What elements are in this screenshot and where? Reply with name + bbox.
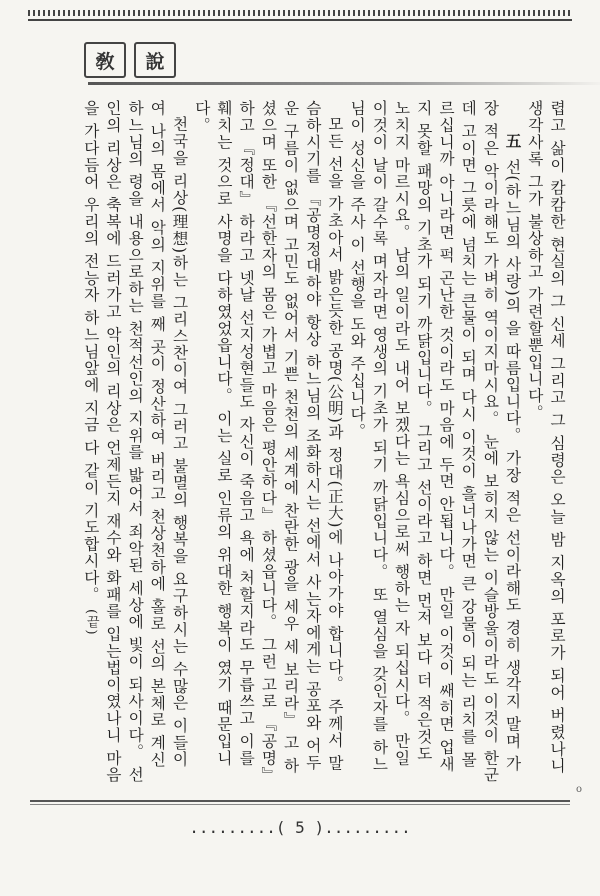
end-mark: (끝) <box>83 609 99 636</box>
header-underline <box>88 82 600 85</box>
paragraph-2 <box>346 100 524 784</box>
paragraph-4-text: 천국을 리상(理想)하는 그리스찬이여 그러고 불멸의 행복을 요구하시는 수많은 이들이여 나의 몸에서 악의 지위를 째 곳이 정산하여 버리고 천상천하에 홀로 선의 본체로 계신 하느님의 령을 내용으로하는 천적선인의 지위를 밟어서 죄악된 세상에 빛이 되사이다。 선인의 리상은 축복에 드러가고 악인의 리상은 언제든지 재수와 화패를 입는법이였나니 마음을 가다듬어 우리의 전능자 하느님앞에 지금 다 같이 기도합시다。 <box>81 100 189 784</box>
paragraph-2-text: 선(하느님의 사랑)의 을 따름입니다。 가장 적은 선이라해도 경히 생각지 말며 가장 적은 악이라해도 가벼히 역이지마시요。 눈에 보히지 않는 이슬방울이라도 이것이 한군데 고이면 그릇에 넘치는 큰물이 되며 다시 이것이 흘너나가면 큰 강물이 되는 리치를 몰르십니까 아니라면 퍽 곤난한 것이라도 마음에 두면 안됩니다。 만일 이것이 쌔히면 업새지 못할 패망의 기초가 되기 까닭입니다。 그리고 선이라고 하면 먼저 보다 더 적은것도 노치지 마르시요。 남의 일이라도 내어 보겠다는 욕심으로써 행하는 자 되십시다。 만일 이것이 날이 갈수록 며자라면 영생의 기초가 되기 까닭입니다。 또 열심을 갖인자를 하느님이 성신을 주사 이 선행을 도와 주십니다。 <box>348 100 522 784</box>
header-char-box-2: 說 <box>134 42 176 78</box>
corner-mark: o <box>576 784 583 795</box>
top-decorative-border <box>28 10 572 22</box>
page-number: .........( 5 )......... <box>189 818 411 837</box>
bottom-rule-thin <box>30 804 570 805</box>
paragraph-1: 렵고 삶이 캄캄한 현실의 그 신세 그리고 그 심령은 오늘 밤 지옥의 포로가 되어 버렸나니 생각사록 그가 불상하고 가련할뿐입니다。 <box>525 100 566 775</box>
paragraph-3: 모든 선을 가초아서 밝은듯한 공명(公明)과 정대(正大)에 나아가야 합니다。 주께서 말슴하시기를 『공명정대하야 항상 하느님의 조화하시는 선에서 사는자에게는 공포와 어두운 구름이 없으며 고민도 없어서 기쁜 천천의 세계에 찬란한 광을 세우 세 보리라』 고 하셨으며 또한 『선한자의 몸은 가볍고 마음은 평안하다』 하셨읍니다。 그런 고로 『공명』 하고 『정대』 하라고 넷날 선지성현들도 자신이 죽음고 욕에 처할지라도 무릅쓰고 이를 훼치는 것으로 사명을 다하였었읍니다。 이는 실로 인류의 위대한 행복이 였기 때문입니다。 <box>192 100 344 784</box>
section-number: 五 <box>503 133 522 150</box>
header-label <box>84 42 176 76</box>
bottom-rule <box>30 800 570 802</box>
body-text <box>34 100 568 784</box>
header-char-box-1: 敎 <box>84 42 126 78</box>
paragraph-4 <box>80 100 191 784</box>
